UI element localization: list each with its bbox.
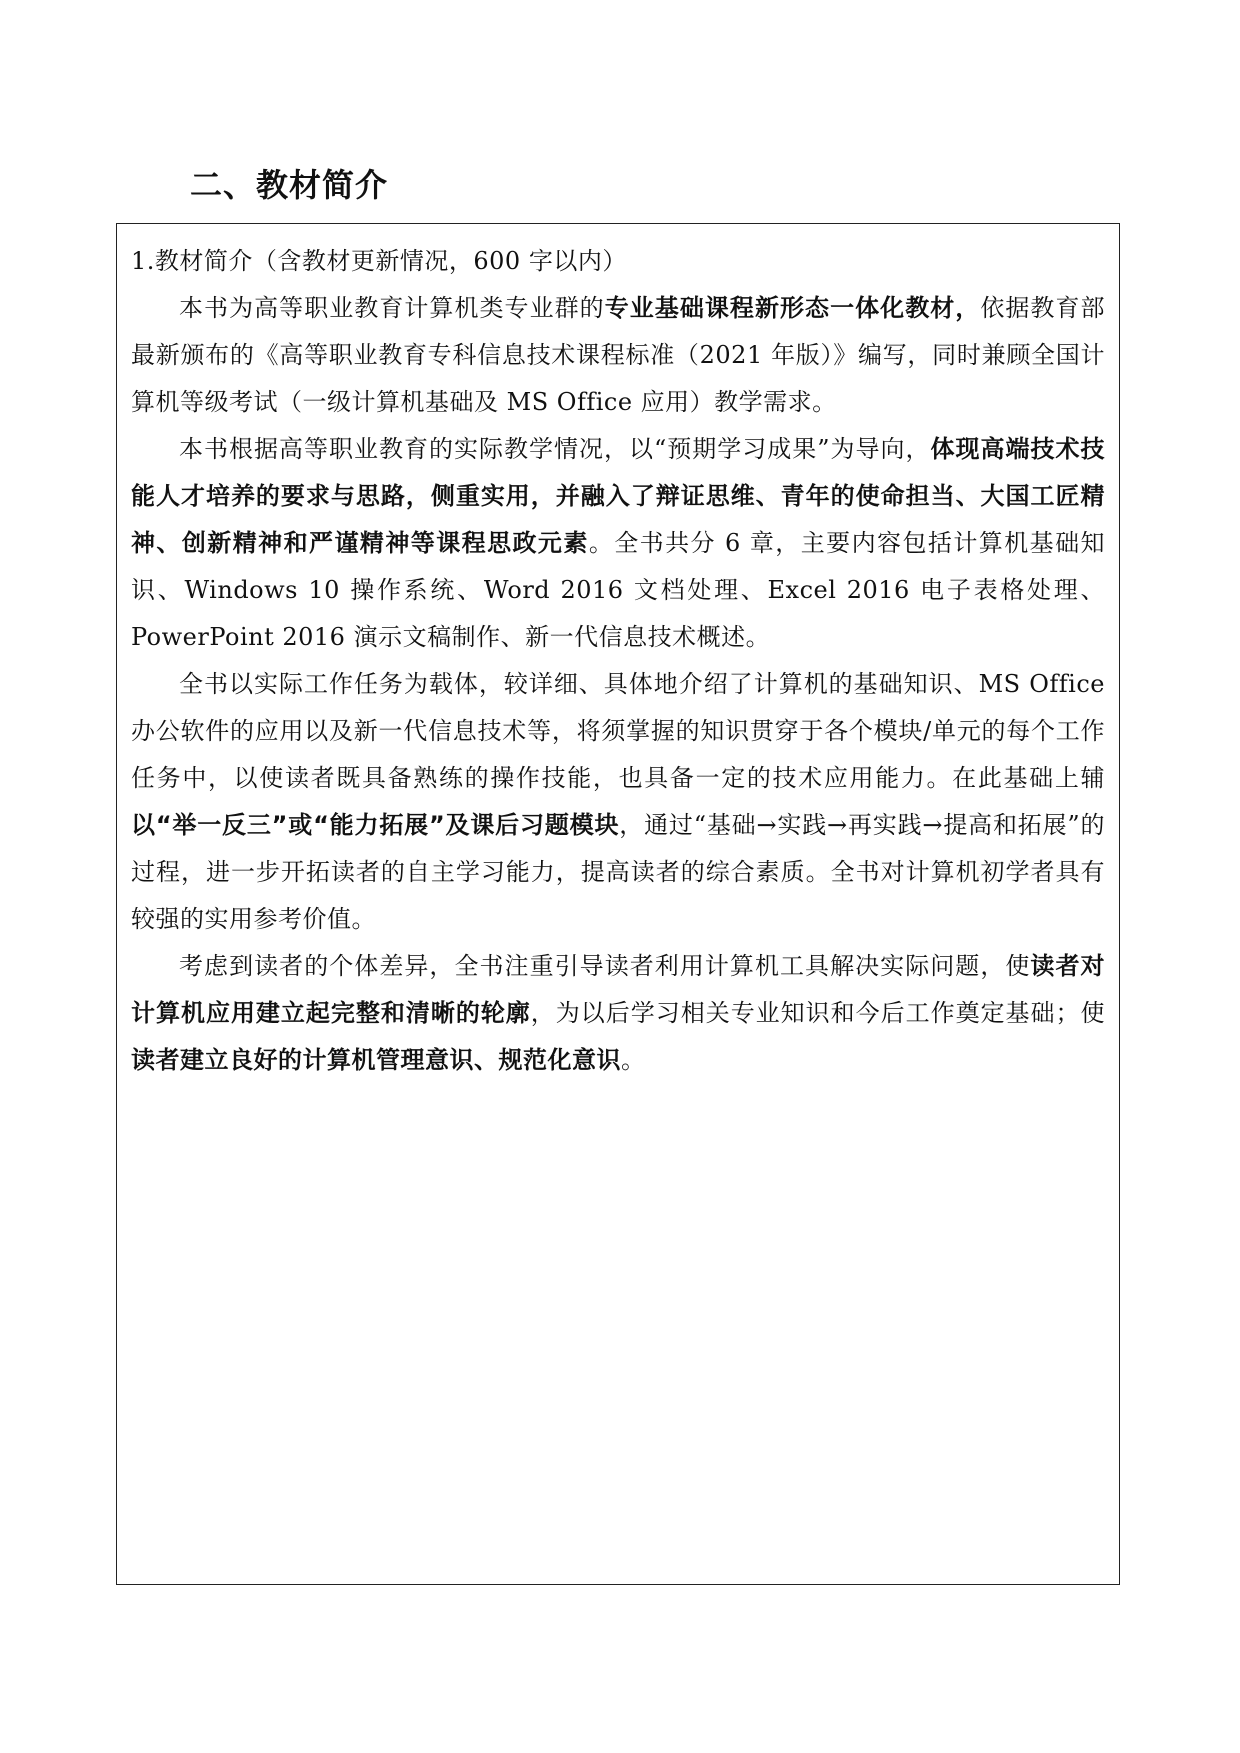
paragraph-4-text-a: 考虑到读者的个体差异，全书注重引导读者利用计算机工具解决实际问题，使 <box>179 952 1031 980</box>
paragraph-3-text-c: ，通过“基础→实践→再实践→提高和拓展”的过程，进一步开拓读者的自主学习能力，提高读者的综合素质。全书对计算机初学者具有较强的实用参考价值。 <box>131 811 1106 933</box>
paragraph-4-text-c: ，为以后学习相关专业知识和今后工作奠定基础；使 <box>530 999 1106 1027</box>
paragraph-4-bold-1: 读者对计算机应用建立起完整和清晰的轮廓 <box>131 952 1106 1027</box>
paragraph-1-text-c: 依据教育部最新颁布的《高等职业教育专科信息技术课程标准（2021 年版）》编写，同时兼顾全国计算机等级考试（一级计算机基础及 MS Office 应用）教学需求。 <box>131 294 1106 416</box>
paragraph-3-text-a: 全书以实际工作任务为载体，较详细、具体地介绍了计算机的基础知识、MS Office 办公软件的应用以及新一代信息技术等，将须掌握的知识贯穿于各个模块/单元的每个工作任务中，以使读者既具备熟练的操作技能，也具备一定的技术应用能力。在此基础上辅 <box>131 670 1105 792</box>
paragraph-3 <box>131 661 1105 943</box>
paragraph-2-bold: 体现高端技术技能人才培养的要求与思路，侧重实用，并融入了辩证思维、青年的使命担当、大国工匠精神、创新精神和严谨精神等课程思政元素 <box>131 435 1105 557</box>
paragraph-2 <box>131 426 1105 661</box>
textbook-intro-box <box>116 223 1120 1585</box>
paragraph-4-bold-2: 读者建立良好的计算机管理意识、规范化意识 <box>131 1046 621 1074</box>
paragraph-3-bold: 以“举一反三”或“能力拓展”及课后习题模块 <box>131 811 620 839</box>
paragraph-4 <box>131 943 1105 1084</box>
section-heading: 二、教材简介 <box>190 166 389 204</box>
paragraph-1-bold: 专业基础课程新形态一体化教材， <box>604 294 981 322</box>
paragraph-1-text-a: 本书为高等职业教育计算机类专业群的 <box>179 294 605 322</box>
item-title: 1.教材简介（含教材更新情况，600 字以内） <box>131 247 627 275</box>
paragraph-1 <box>131 285 1105 426</box>
paragraph-2-text-c: 。全书共分 6 章，主要内容包括计算机基础知识、Windows 10 操作系统、Word 2016 文档处理、Excel 2016 电子表格处理、PowerPoint 2016 演示文稿制作、新一代信息技术概述。 <box>131 529 1106 651</box>
paragraph-4-text-e: 。 <box>621 1046 646 1074</box>
paragraph-2-text-a: 本书根据高等职业教育的实际教学情况，以“预期学习成果”为导向， <box>179 435 931 463</box>
